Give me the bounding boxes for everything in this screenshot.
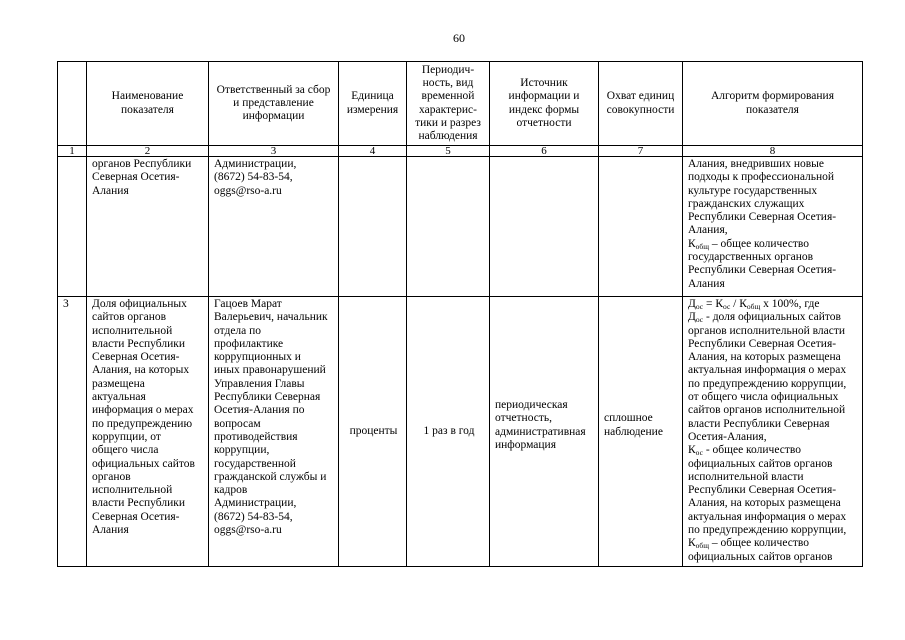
text-line (688, 311, 859, 324)
text-line: Осетия-Алания, (688, 430, 767, 443)
text-line: Наименование (111, 90, 184, 103)
text-line: актуальная информация о мерах (688, 510, 847, 523)
text-line: отчетность, (495, 412, 552, 425)
text-line: сайтов органов исполнительной (688, 404, 846, 417)
text-segment: К (688, 444, 696, 457)
text-line: коррупции, от (92, 430, 161, 443)
text-line: государственной (214, 457, 296, 470)
text-line: культуре государственных (688, 184, 818, 197)
text-line: органов исполнительной власти (688, 324, 846, 337)
text-line: Гацоев Марат (214, 298, 282, 310)
column-number-label: 3 (209, 146, 339, 157)
text-line: отдела по (214, 324, 262, 337)
text-line: информации и (508, 90, 580, 103)
text-segment: / К (730, 298, 747, 310)
text-segment: Д (688, 311, 696, 324)
text-line: подходы к профессиональной (688, 171, 835, 184)
text-line: по предупреждению коррупции, (688, 524, 847, 537)
table-row (58, 297, 863, 567)
text-line: исполнительной власти (688, 470, 804, 483)
text-line: актуальная информация о мерах (688, 364, 847, 377)
subscript: общ (695, 541, 710, 551)
text-line: показателя (746, 103, 799, 116)
cell-algorithm (683, 157, 863, 297)
subscript: ос (695, 302, 704, 311)
text-line (688, 537, 859, 550)
text-line (688, 238, 859, 251)
text-segment: - доля официальных сайтов (703, 311, 841, 324)
indicators-table (57, 61, 863, 567)
text-line: Периодич- (421, 63, 475, 76)
text-line: по предупреждению (92, 417, 193, 430)
text-line (688, 298, 859, 311)
text-line: (8672) 54-83-54, (214, 510, 293, 523)
subscript: общ (746, 302, 761, 311)
text-line: Северная Осетия- (92, 351, 180, 364)
text-line: oggs@rso-a.ru (214, 524, 282, 537)
text-line: Управления Главы (214, 377, 305, 390)
cell-coverage (599, 157, 683, 297)
text-line: 3 (63, 298, 69, 310)
column-number-label: 2 (87, 146, 209, 157)
table-header-row (58, 62, 863, 146)
text-line: кадров (214, 484, 248, 497)
text-line: органов Республики (92, 158, 192, 170)
header-coverage (599, 62, 683, 146)
text-line: Республики Северная Осетия- (688, 264, 837, 277)
text-line: Алания, внедривших новые (688, 158, 825, 170)
text-line: актуальная (92, 391, 146, 404)
text-line: Алания, на которых размещена (688, 351, 841, 364)
text-line: официальных сайтов органов (688, 457, 833, 470)
text-line: гражданских служащих (688, 197, 805, 210)
cell-indicator-name (87, 157, 209, 297)
text-line: Алания (92, 524, 129, 537)
column-number-label: 7 (599, 146, 683, 157)
text-line: государственных органов (688, 251, 814, 264)
text-line: официальных сайтов органов (688, 550, 833, 563)
text-line: Северная Осетия- (92, 510, 180, 523)
text-line: информации (242, 110, 305, 123)
cell-periodicity (407, 297, 490, 567)
text-line: Республики Северная Осетия- (688, 337, 837, 350)
text-line: отчетности (516, 116, 572, 129)
text-line: тики и разрез (415, 116, 481, 129)
column-number-label: 8 (683, 146, 863, 157)
text-line (688, 444, 859, 457)
text-segment: – общее количество (709, 537, 809, 550)
text-line: Администрации, (214, 158, 297, 170)
text-line: власти Республики Северная (688, 417, 830, 430)
text-line: от общего числа официальных (688, 391, 839, 404)
text-line: Северная Осетия- (92, 171, 180, 184)
text-line: 1 раз в год (423, 425, 475, 438)
text-segment: К (688, 537, 696, 550)
cell-coverage (599, 297, 683, 567)
text-line: измерения (346, 103, 399, 116)
cell-responsible (209, 157, 339, 297)
text-line: Алания, (688, 224, 728, 237)
text-line: периодическая (495, 398, 568, 411)
column-number-label: 4 (339, 146, 407, 157)
text-line: сплошное (604, 412, 653, 425)
text-line: общего числа (92, 444, 159, 457)
cell-unit (339, 297, 407, 567)
text-line: гражданской службы и (214, 470, 327, 483)
text-line: Единица (351, 90, 394, 103)
text-segment: К (688, 237, 696, 250)
header-responsible (209, 62, 339, 146)
text-line: (8672) 54-83-54, (214, 171, 293, 184)
text-line: Ответственный за сбор (216, 83, 331, 96)
text-line: Охват единиц (606, 90, 675, 103)
text-line: власти Республики (92, 337, 185, 350)
subscript: ос (695, 448, 703, 458)
text-line: и представление (233, 96, 314, 109)
text-line: Республики Северная Осетия- (688, 484, 837, 497)
text-segment: Д (688, 298, 696, 310)
table-header (58, 62, 863, 146)
text-line: Алания, на которых размещена (688, 497, 841, 510)
subscript: общ (695, 241, 710, 251)
text-line: Алания (92, 184, 129, 197)
text-line: информация о мерах (92, 404, 194, 417)
text-line: исполнительной (92, 324, 173, 337)
text-line: Доля официальных (92, 298, 187, 310)
column-number-label: 1 (58, 146, 87, 157)
table-body (58, 146, 863, 567)
text-line: противодействия (214, 430, 298, 443)
text-line: Республики Северная Осетия- (688, 211, 837, 224)
cell-source (490, 157, 599, 297)
header-unit (339, 62, 407, 146)
text-segment: – общее количество (709, 237, 809, 250)
text-line: по предупреждению коррупции, (688, 377, 847, 390)
text-line: проценты (349, 425, 398, 438)
text-line: Осетия-Алания по (214, 404, 305, 417)
text-line: Республики Северная (214, 391, 321, 404)
text-line: временной (421, 90, 475, 103)
text-line: коррупционных и (214, 351, 301, 364)
text-line: Источник (520, 76, 568, 89)
page-number: 60 (453, 31, 465, 45)
text-line: ность, вид (422, 76, 474, 89)
header-source (490, 62, 599, 146)
header-algorithm (683, 62, 863, 146)
cell-number (58, 157, 87, 297)
text-line: органов (92, 470, 131, 483)
text-line: показателя (121, 103, 174, 116)
text-line: информация (495, 438, 556, 451)
text-line: наблюдения (418, 130, 478, 143)
text-line: власти Республики (92, 497, 185, 510)
text-line: коррупции, (214, 444, 270, 457)
text-line: сайтов органов (92, 311, 167, 324)
text-line: характерис- (419, 103, 477, 116)
text-line: иных правонарушений (214, 364, 326, 377)
text-line: индекс формы (508, 103, 580, 116)
subscript: ос (723, 302, 731, 311)
header-periodicity (407, 62, 490, 146)
text-line: oggs@rso-a.ru (214, 184, 282, 197)
text-segment: х 100%, где (760, 298, 820, 310)
table-row (58, 157, 863, 297)
cell-periodicity (407, 157, 490, 297)
subscript: ос (695, 315, 704, 325)
cell-algorithm (683, 297, 863, 567)
cell-unit (339, 157, 407, 297)
text-segment: - общее количество (702, 444, 801, 457)
text-line: Алания (688, 277, 725, 290)
text-segment: = К (703, 298, 724, 310)
cell-number (58, 297, 87, 567)
header-number (58, 62, 87, 146)
cell-indicator-name (87, 297, 209, 567)
text-line: исполнительной (92, 484, 173, 497)
text-line: вопросам (214, 417, 261, 430)
cell-responsible (209, 297, 339, 567)
text-line: административная (495, 425, 586, 438)
text-line: профилактике (214, 337, 284, 350)
text-line: Валерьевич, начальник (214, 311, 328, 324)
text-line: Алгоритм формирования (711, 90, 834, 103)
text-line: наблюдение (604, 425, 663, 438)
text-line: Алания, на которых (92, 364, 190, 377)
column-number-label: 5 (407, 146, 490, 157)
text-line: размещена (92, 377, 145, 390)
cell-source (490, 297, 599, 567)
header-indicator-name (87, 62, 209, 146)
column-number-label: 6 (490, 146, 599, 157)
text-line: официальных сайтов (92, 457, 195, 470)
column-numbers-row (58, 146, 863, 157)
text-line: совокупности (606, 103, 675, 116)
text-line: Администрации, (214, 497, 297, 510)
